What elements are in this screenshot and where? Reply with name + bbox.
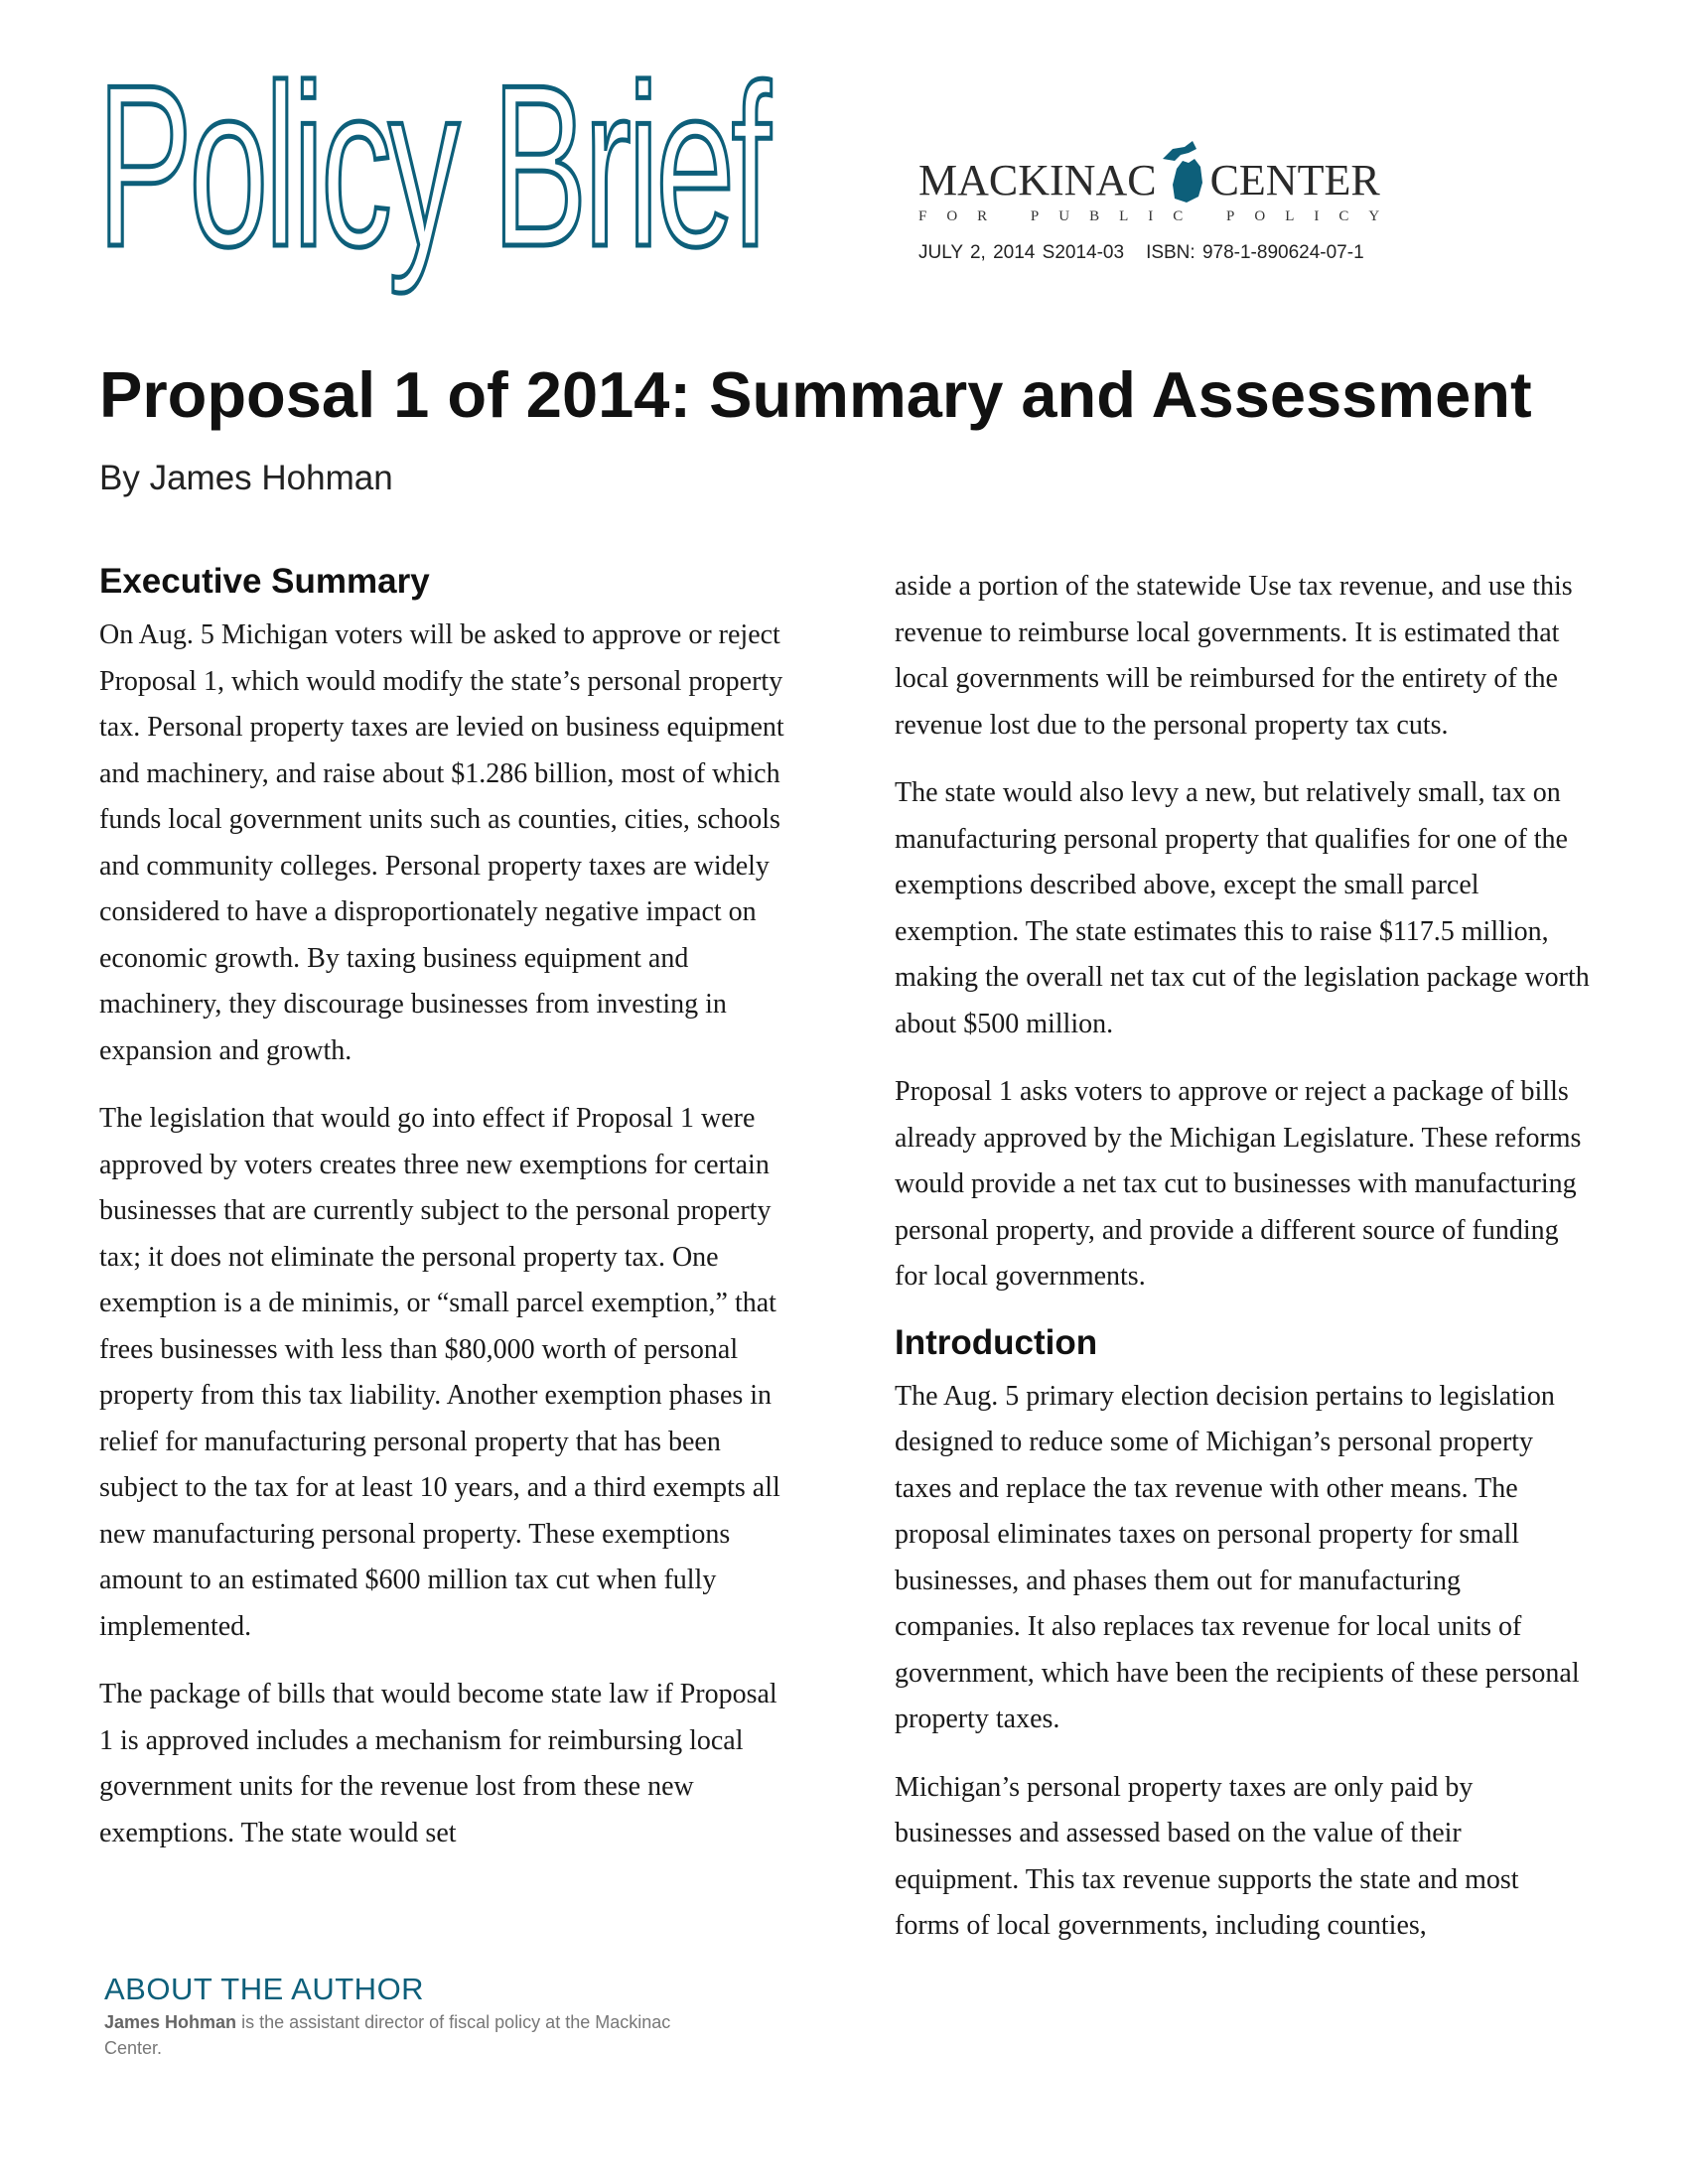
logo-name-left: MACKINAC bbox=[918, 156, 1157, 205]
paragraph: Michigan’s personal property taxes are only paid by businesses and assessed based on the value of their equipment. This tax revenue supports the state and most forms of local governments, including counties, bbox=[895, 1771, 1519, 1941]
paragraph: Proposal 1 asks voters to approve or reject a package of bills already approved by the Michigan Legislature. These reforms would provide a net tax cut to businesses with manufacturing personal property, and provide a different source of funding for local governments. bbox=[895, 1076, 1582, 1292]
introduction-heading: Introduction bbox=[895, 1322, 1098, 1362]
paragraph: The Aug. 5 primary election decision pertains to legislation designed to reduce some of Michigan’s personal property taxes and replace the tax revenue with other means. The proposal eliminates taxes on personal property for small businesses, and phases them out for manufacturing companies. It also replaces tax revenue for local units of government, which have been the recipients of these personal property taxes. bbox=[895, 1380, 1580, 1734]
isbn: ISBN: 978-1-890624-07-1 bbox=[1146, 242, 1364, 263]
paragraph: The package of bills that would become state law if Proposal 1 is approved includes a mechanism for reimbursing local government units for the revenue lost from these new exemptions. The state would set bbox=[99, 1679, 777, 1848]
author-description: is the assistant director of fiscal policy at the Mackinac Center. bbox=[104, 2012, 671, 2059]
paragraph: aside a portion of the statewide Use tax revenue, and use this revenue to reimburse local governments. It is estimated that local governments will be reimbursed for the entirety of the revenue lost due to the personal property tax cuts. bbox=[895, 571, 1573, 741]
about-author-text bbox=[104, 2009, 700, 2061]
author-name: James Hohman bbox=[104, 2012, 237, 2033]
publication-info bbox=[918, 242, 1364, 264]
date-series-number: JULY 2, 2014 S2014-03 bbox=[918, 242, 1125, 263]
logo-tagline: FOR PUBLIC POLICY bbox=[918, 208, 1400, 224]
paragraph: The legislation that would go into effect if Proposal 1 were approved by voters creates three new exemptions for certain businesses that are currently subject to the personal property tax; it does not eliminate the personal property tax. One exemption is a de minimis, or “small parcel exemption,” that frees businesses with less than $80,000 worth of personal property from this tax liability. Another exemption phases in relief for manufacturing personal property that has been subject to the tax for at least 10 years, and a third exempts all new manufacturing personal property. These exemptions amount to an estimated $600 million tax cut when fully implemented. bbox=[99, 1103, 780, 1642]
executive-summary-heading: Executive Summary bbox=[99, 562, 430, 601]
byline: By James Hohman bbox=[99, 459, 393, 497]
masthead-title: Policy Brief bbox=[97, 38, 768, 295]
left-column bbox=[99, 561, 794, 1878]
logo-name-right: CENTER bbox=[1209, 156, 1380, 205]
document-title: Proposal 1 of 2014: Summary and Assessment bbox=[99, 358, 1532, 431]
logo-wordmark bbox=[918, 139, 1475, 203]
right-column bbox=[895, 564, 1590, 1972]
mackinac-center-logo bbox=[918, 139, 1475, 225]
paragraph: The state would also levy a new, but relatively small, tax on manufacturing personal property that qualifies for one of the exemptions described above, except the small parcel exemption. The state estimates this to raise $117.5 million, making the overall net tax cut of the legislation package worth about $500 million. bbox=[895, 777, 1590, 1039]
about-the-author bbox=[104, 1971, 700, 2061]
paragraph: On Aug. 5 Michigan voters will be asked to approve or reject Proposal 1, which would modify the state’s personal property tax. Personal property taxes are levied on business equipment and machinery, and raise about $1.286 billion, most of which funds local government units such as counties, cities, schools and community colleges. Personal property taxes are widely considered to have a disproportionately negative impact on economic growth. By taxing business equipment and machinery, they discourage businesses from investing in expansion and growth. bbox=[99, 619, 784, 1066]
about-author-heading: ABOUT THE AUTHOR bbox=[104, 1972, 425, 2006]
michigan-lighthouse-icon bbox=[1159, 139, 1208, 205]
